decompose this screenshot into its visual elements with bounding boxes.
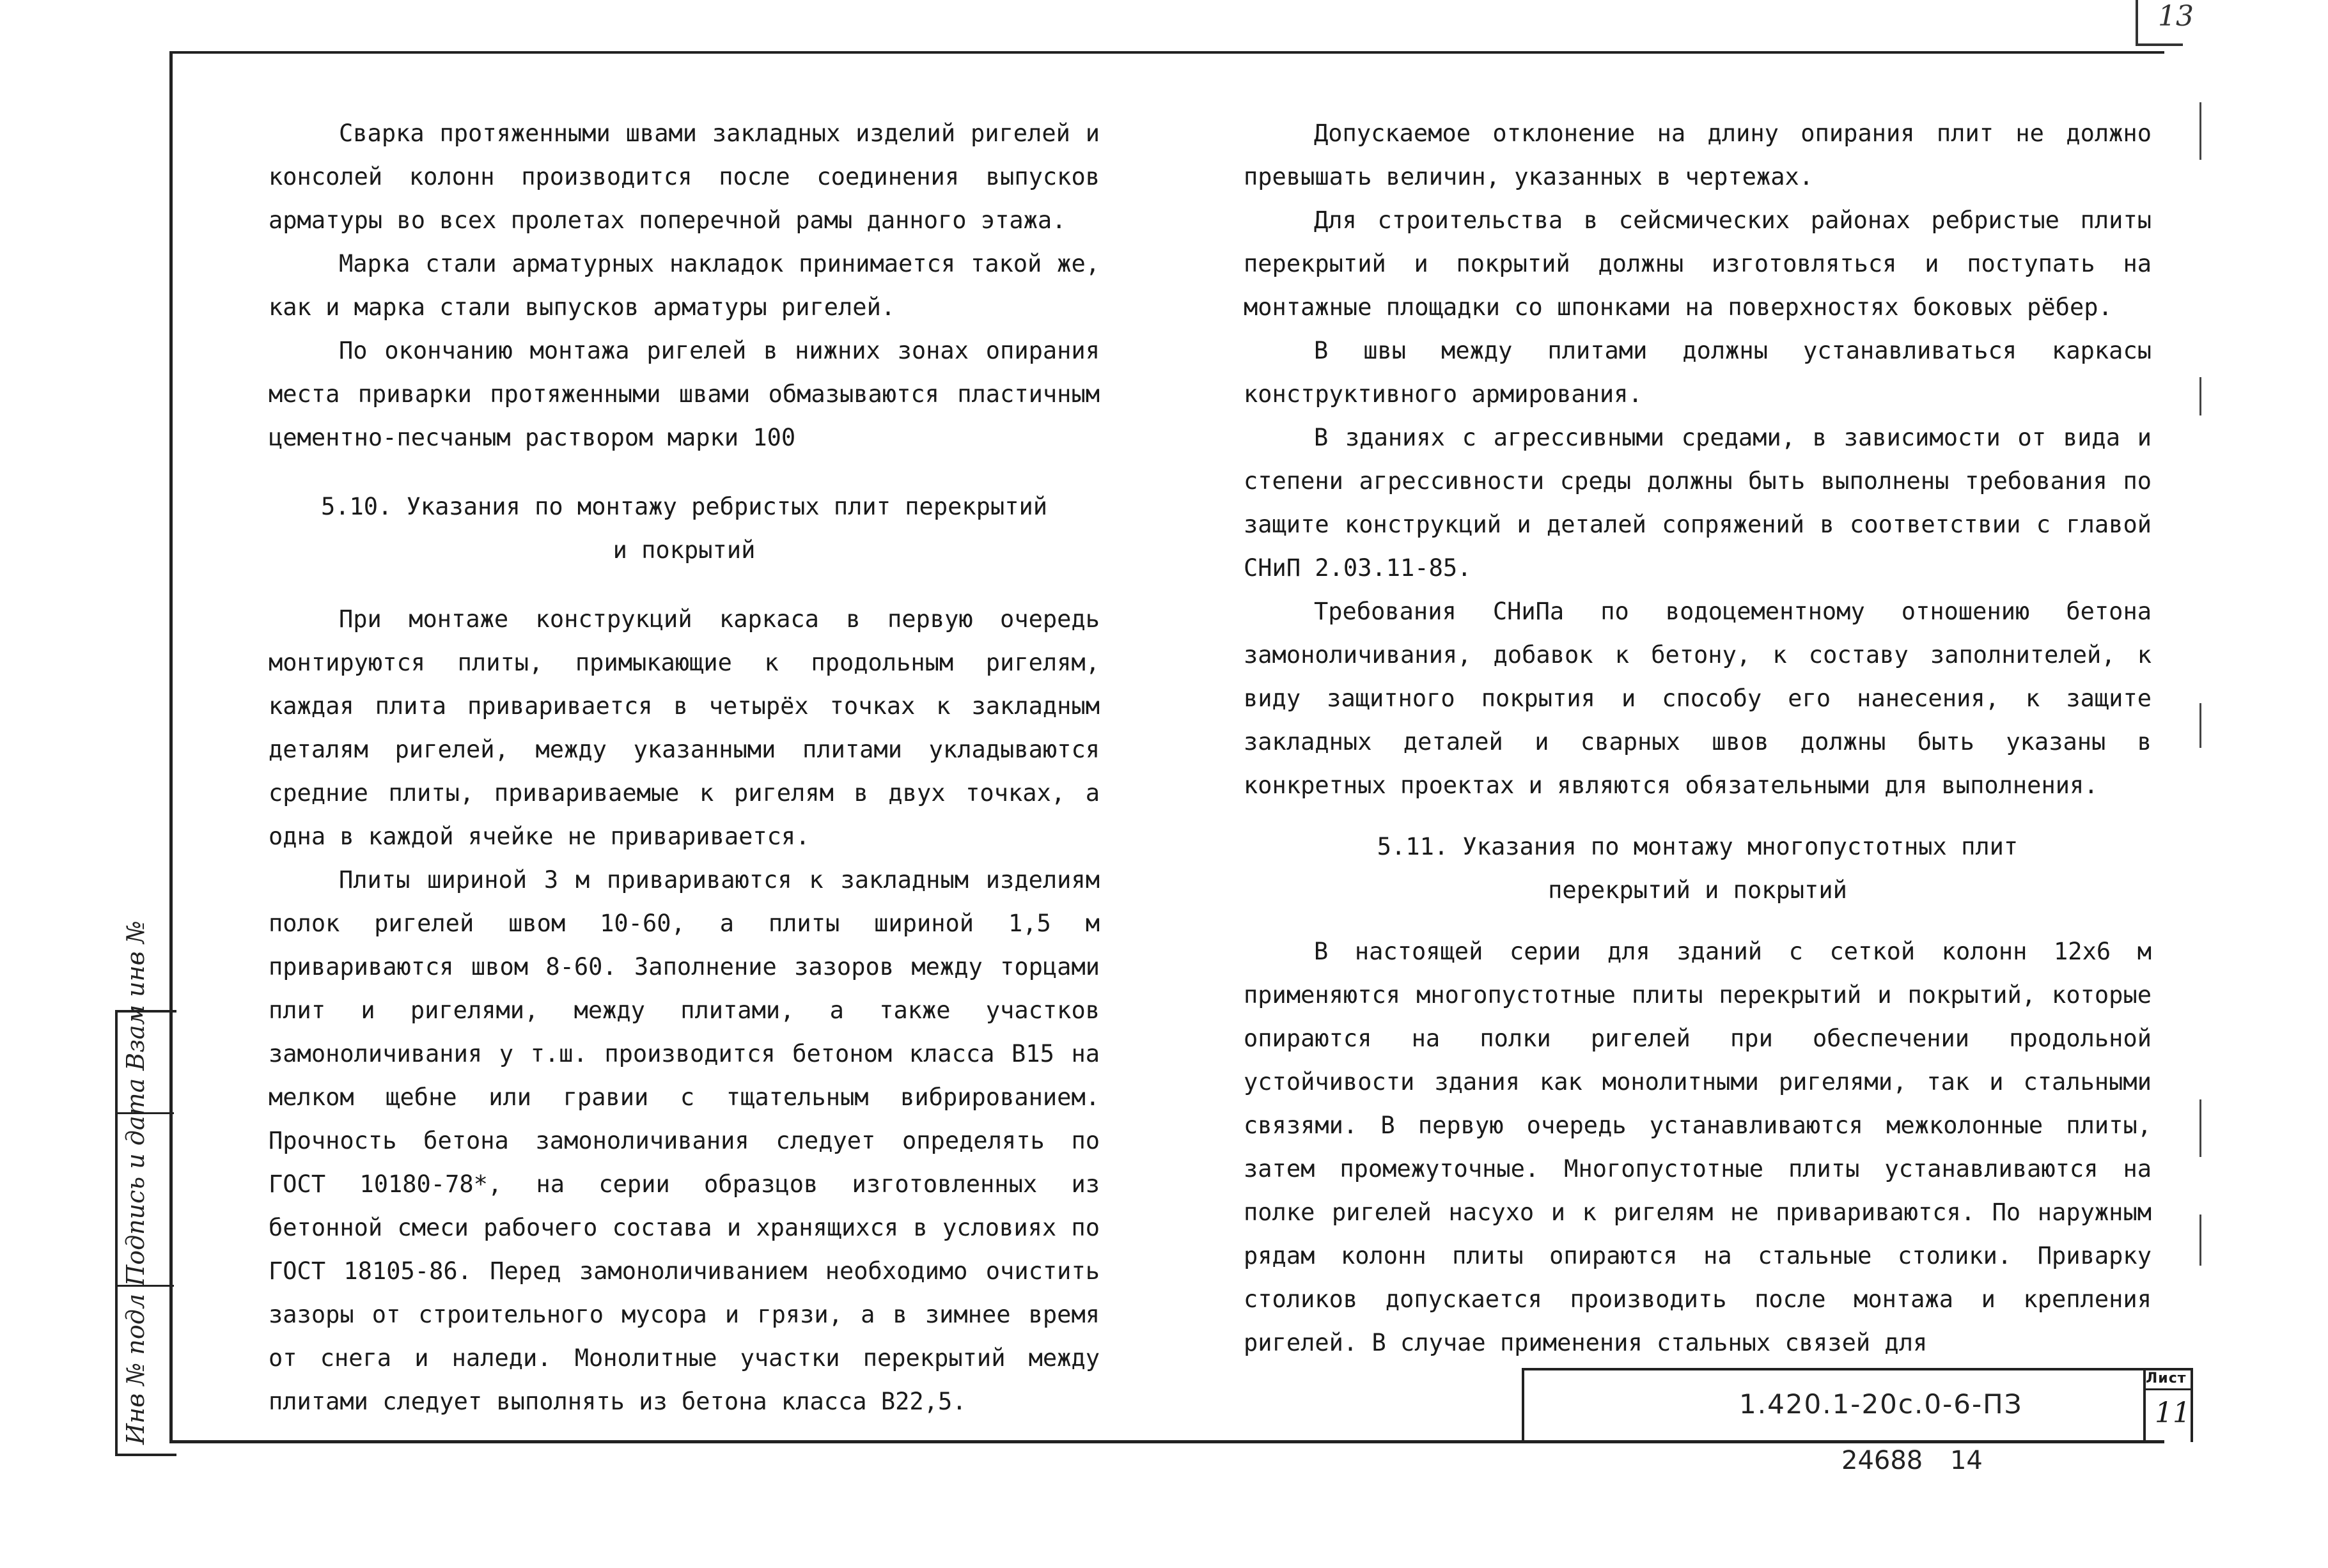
paragraph: В настоящей серии для зданий с сеткой колонн 12х6 м применяются многопустотные плиты перекрытий и покрытий, которые опираются на полки ригелей при обеспечении продольной устойчивости здания как монолитными ригелями, так и стальными связями. В первую очередь устанавливаются межколонные плиты, затем промежуточные. Многопустотные плиты устанавливаются на полке ригелей насухо и к ригелям не привариваются. По наружным рядам колонн плиты опираются на стальные столики. Приварку столиков допускается производить после монтажа и крепления ригелей. В случае применения стальных связей для	[1244, 938, 2152, 1356]
section-heading-5-10: 5.10. Указания по монтажу ребристых плит перекрытий	[320, 493, 1048, 520]
paragraph: Сварка протяженными швами закладных изделий ригелей и консолей колонн производится после соединения выпусков арматуры во всех пролетах поперечной рамы данного этажа.	[269, 120, 1100, 234]
paragraph: Для строительства в сейсмических районах ребристые плиты перекрытий и покрытий должны изготовляться и поступать на монтажные площадки со шпонками на поверхностях боковых рёбер.	[1244, 206, 2152, 321]
paragraph: Требования СНиПа по водоцементному отношению бетона замоноличивания, добавок к бетону, к составу заполнителей, к виду защитного покрытия и способу его нанесения, к защите закладных деталей и сварных швов должны быть указаны в конкретных проектах и являются обязательными для выполнения.	[1244, 598, 2152, 799]
corner-page-number: 13	[2158, 0, 2194, 33]
right-edge-mark	[2199, 377, 2201, 415]
sheet-number: 11	[2155, 1397, 2191, 1429]
section-heading-5-11: 5.11. Указания по монтажу многопустотных плит	[1377, 833, 2019, 860]
inventory-numbers: 24688 14	[1841, 1446, 1983, 1475]
frame-top-line	[169, 51, 2164, 54]
sheet-divider	[2143, 1388, 2191, 1390]
left-column	[269, 112, 1100, 1424]
right-column	[1244, 112, 2152, 1365]
stamp-text: Инв № подл Подпись и дата Взам инв №	[121, 920, 150, 1445]
section-heading-5-11-cont: перекрытий и покрытий	[1548, 876, 1847, 904]
paragraph: При монтаже конструкций каркаса в первую очередь монтируются плиты, примыкающие к продольным ригелям, каждая плита приваривается в четырёх точках к закладным деталям ригелей, между указанными плитами укладываются средние плиты, привариваемые к ригелям в двух точках, а одна в каждой ячейке не приваривается.	[269, 605, 1100, 850]
paragraph: В зданиях с агрессивными средами, в зависимости от вида и степени агрессивности среды должны быть выполнены требования по защите конструкций и деталей сопряжений в соответствии с главой СНиП 2.03.11-85.	[1244, 424, 2152, 582]
paragraph: В швы между плитами должны устанавливаться каркасы конструктивного армирования.	[1244, 337, 2152, 408]
right-edge-mark	[2199, 1215, 2201, 1266]
section-heading-5-10-cont: и покрытий	[613, 536, 756, 564]
right-edge-mark	[2199, 1099, 2201, 1157]
paragraph: Допускаемое отклонение на длину опирания плит не должно превышать величин, указанных в чертежах.	[1244, 120, 2152, 190]
paragraph: По окончанию монтажа ригелей в нижних зонах опирания места приварки протяженными швами обмазываются пластичным цементно-песчаным раствором марки 100	[269, 337, 1100, 451]
sheet-label: Лист	[2146, 1370, 2187, 1386]
right-edge-mark	[2199, 102, 2201, 160]
right-edge-mark	[2199, 703, 2201, 748]
paragraph: Марка стали арматурных накладок принимается такой же, как и марка стали выпусков арматуры ригелей.	[269, 250, 1100, 321]
document-code: 1.420.1-20с.0-6-ПЗ	[1739, 1388, 2023, 1420]
paragraph: Плиты шириной 3 м привариваются к закладным изделиям полок ригелей швом 10-60, а плиты шириной 1,5 м привариваются швом 8-60. Заполнение зазоров между торцами плит и ригелями, между плитами, а также участков замоноличивания у т.ш. производится бетоном класса В15 на мелком щебне или гравии с тщательным вибрированием. Прочность бетона замоноличивания следует определять по ГОСТ 10180-78*, на серии образцов изготовленных из бетонной смеси рабочего состава и хранящихся в условиях по ГОСТ 18105-86. Перед замоноличиванием необходимо очистить зазоры от строительного мусора и грязи, а в зимнее время от снега и наледи. Монолитные участки перекрытий между плитами следует выполнять из бетона класса В22,5.	[269, 866, 1100, 1415]
